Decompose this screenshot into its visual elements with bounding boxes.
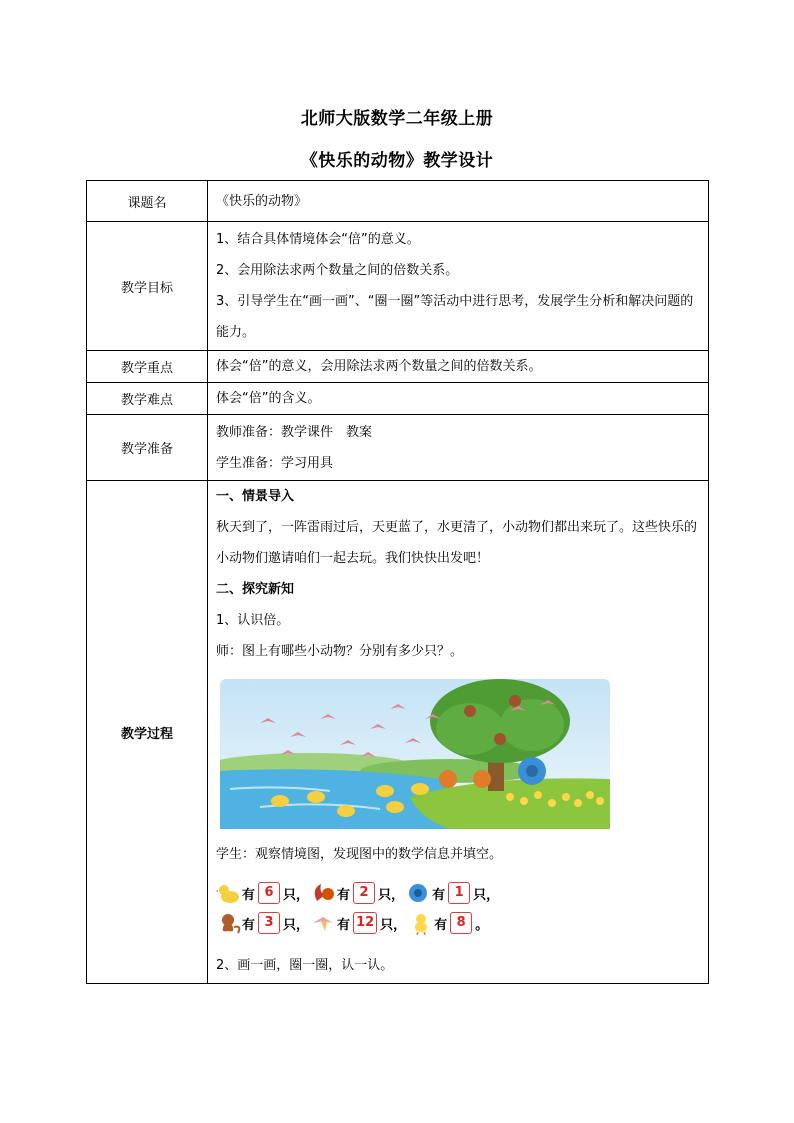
- teacher-question: 师：图上有哪些小动物？分别有多少只？。: [216, 644, 464, 659]
- you-text: 有: [434, 917, 448, 933]
- duck-count-box: 6: [258, 882, 280, 904]
- bird-icon: [311, 911, 337, 935]
- goals-label: 教学目标: [87, 222, 208, 351]
- bird-count-box: 12: [353, 912, 377, 934]
- step-1: 1、认识倍。: [216, 613, 290, 628]
- topic-value-text: 《快乐的动物》: [216, 193, 308, 209]
- fill-row-2: [216, 908, 702, 938]
- squirrel-icon: [311, 881, 337, 905]
- goal-item-1: 1、结合具体情境体会“倍”的意义。: [216, 232, 420, 247]
- you-text: 有: [432, 887, 446, 903]
- comma: ，: [393, 917, 407, 933]
- prep-label: 教学准备: [87, 415, 208, 481]
- peacock-count-box: 1: [448, 882, 470, 904]
- topic-label: 课题名: [87, 181, 208, 222]
- monkey-count-box: 3: [258, 912, 280, 934]
- process-row: [87, 481, 709, 984]
- difficulty-content: [208, 383, 709, 415]
- monkey-icon: [216, 911, 242, 935]
- intro-paragraph: 秋天到了，一阵雷雨过后，天更蓝了，水更清了，小动物们都出来玩了。这些快乐的小动物们邀请咱们一起去玩。我们快快出发吧！: [216, 520, 698, 566]
- difficulty-label: 教学难点: [87, 383, 208, 415]
- document-title: 北师大版数学二年级上册: [300, 109, 494, 129]
- goal-item-3: 3、引导学生在“画一画”、“圈一圈”等活动中进行思考，发展学生分析和解决问题的能力。: [216, 294, 694, 340]
- difficulty-text: 体会“倍”的含义。: [216, 391, 321, 406]
- goal-item-2: 2、会用除法求两个数量之间的倍数关系。: [216, 263, 459, 278]
- prep-content: [208, 415, 709, 481]
- key-label: 教学重点: [87, 351, 208, 383]
- goals-row: [87, 222, 709, 351]
- duck-count: [216, 881, 309, 905]
- process-label: 教学过程: [87, 481, 208, 984]
- key-row: [87, 351, 709, 383]
- key-text: 体会“倍”的意义，会用除法求两个数量之间的倍数关系。: [216, 359, 542, 374]
- topic-value: [208, 181, 709, 222]
- chick-count-box: 8: [450, 912, 472, 934]
- you-text: 有: [242, 917, 256, 933]
- comma: ，: [486, 887, 500, 903]
- step-2: 2、画一画，圈一圈，认一认。: [216, 958, 394, 973]
- student-answer: 学生：观察情境图，发现图中的数学信息并填空。: [216, 847, 503, 862]
- peacock-icon: [406, 881, 432, 905]
- comma: ，: [296, 917, 310, 933]
- zhi-text: 只: [283, 917, 297, 933]
- chick-icon: [408, 911, 434, 935]
- squirrel-count-box: 2: [353, 882, 375, 904]
- lesson-plan-table: [86, 180, 709, 984]
- topic-row: [87, 181, 709, 222]
- key-content: [208, 351, 709, 383]
- zhi-text: 只: [283, 887, 297, 903]
- zhi-text: 只: [378, 887, 392, 903]
- bird-count: [311, 911, 406, 935]
- chick-count: [408, 911, 488, 935]
- you-text: 有: [242, 887, 256, 903]
- comma: ，: [391, 887, 405, 903]
- goals-content: [208, 222, 709, 351]
- period: 。: [475, 917, 489, 933]
- you-text: 有: [337, 917, 351, 933]
- document-subtitle: 《快乐的动物》教学设计: [300, 151, 494, 171]
- comma: ，: [296, 887, 310, 903]
- squirrel-count: [311, 881, 404, 905]
- animal-scene-illustration: [220, 679, 610, 829]
- monkey-count: [216, 911, 309, 935]
- duck-icon: [216, 881, 242, 905]
- zhi-text: 只: [380, 917, 394, 933]
- prep-row: [87, 415, 709, 481]
- zhi-text: 只: [473, 887, 487, 903]
- peacock-count: [406, 881, 499, 905]
- fill-row-1: [216, 878, 702, 908]
- process-content: [208, 481, 709, 984]
- section-1-heading: 一、情景导入: [216, 489, 295, 504]
- prep-teacher: 教师准备：教学课件 教案: [216, 424, 373, 440]
- prep-student: 学生准备：学习用具: [216, 455, 334, 471]
- difficulty-row: [87, 383, 709, 415]
- you-text: 有: [337, 887, 351, 903]
- section-2-heading: 二、探究新知: [216, 582, 295, 597]
